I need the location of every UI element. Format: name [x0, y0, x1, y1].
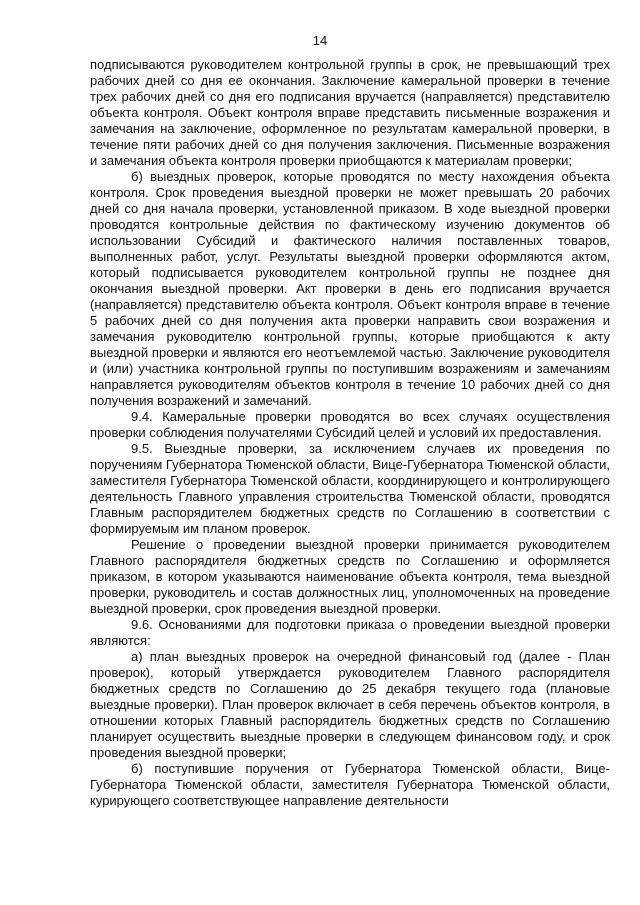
page-number: 14: [312, 33, 328, 48]
paragraph: 9.6. Основаниями для подготовки приказа о проведении выездной проверки являются:: [90, 617, 610, 648]
paragraph: а) план выездных проверок на очередной финансовый год (далее - План проверок), который утверждается руководителем Главного распорядителя бюджетных средств по Соглашению до 25 декабря текущего года (плановые выездные проверки). План проверок включает в себя перечень объектов контроля, в отношении которых Главный распорядитель бюджетных средств по Соглашению планирует осуществить выездные проверки в следующем финансовом году, и срок проведения выездной проверки;: [90, 649, 610, 760]
paragraph: б) поступившие поручения от Губернатора Тюменской области, Вице-Губернатора Тюменской области, заместителя Губернатора Тюменской области, курирующего соответствующее направление деятельности: [90, 761, 610, 808]
paragraph: 9.5. Выездные проверки, за исключением случаев их проведения по поручениям Губернатора Тюменской области, Вице-Губернатора Тюменской области, заместителя Губернатора Тюменской области, координирующего и контролирующего деятельность Главного управления строительства Тюменской области, проводятся Главным распорядителем бюджетных средств по Соглашению в соответствии с формируемым им планом проверок.: [90, 441, 610, 536]
paragraph: 9.4. Камеральные проверки проводятся во всех случаях осуществления проверки соблюдения получателями Субсидий целей и условий их предоставления.: [90, 409, 610, 440]
paragraph: Решение о проведении выездной проверки принимается руководителем Главного распорядителя бюджетных средств по Соглашению и оформляется приказом, в котором указываются наименование объекта контроля, тема выездной проверки, руководитель и состав должностных лиц, уполномоченных на проведение выездной проверки, срок проведения выездной проверки.: [90, 537, 610, 616]
paragraph: б) выездных проверок, которые проводятся по месту нахождения объекта контроля. Срок проведения выездной проверки не может превышать 20 рабочих дней со дня начала проверки, установленной приказом. В ходе выездной проверки проводятся контрольные действия по фактическому изучению документов об использовании Субсидий и фактического наличия поставленных товаров, выполненных работ, услуг. Результаты выездной проверки оформляются актом, который подписывается руководителем контрольной группы не позднее дня окончания выездной проверки. Акт проверки в день его подписания вручается (направляется) представителю объекта контроля. Объект контроля вправе в течение 5 рабочих дней со дня получения акта проверки направить свои возражения и замечания руководителю контрольной группы, которые приобщаются к акту выездной проверки и являются его неотъемлемой частью. Заключение руководителя и (или) участника контрольной группы по поступившим возражениям и замечаниям направляется руководителям объектов контроля в течение 10 рабочих дней со дня получения возражений и замечаний.: [90, 169, 610, 408]
body-text: [90, 57, 610, 809]
paragraph: подписываются руководителем контрольной группы в срок, не превышающий трех рабочих дней со дня ее окончания. Заключение камеральной проверки в течение трех рабочих дней со дня его подписания вручается (направляется) представителю объекта контроля. Объект контроля вправе представить письменные возражения и замечания на заключение, оформленное по результатам камеральной проверки, в течение пяти рабочих дней со дня получения заключения. Письменные возражения и замечания объекта контроля проверки приобщаются к материалам проверки;: [90, 57, 610, 168]
